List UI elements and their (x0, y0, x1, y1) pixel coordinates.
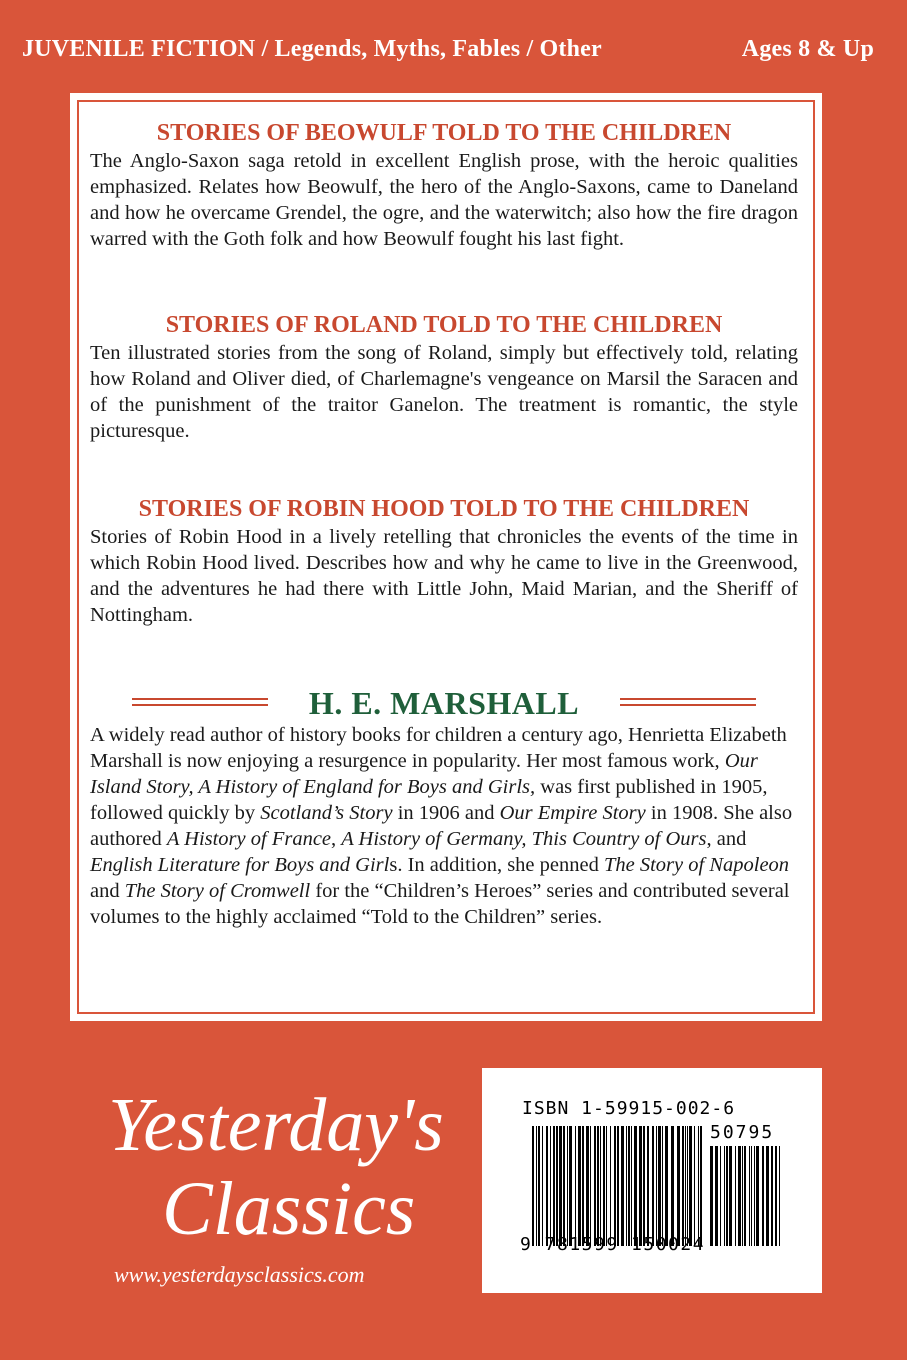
ean-bar (662, 1126, 663, 1246)
bio-text: and (90, 880, 125, 902)
category-label: JUVENILE FICTION / Legends, Myths, Fables / Other (22, 36, 602, 62)
ean-bar (687, 1126, 688, 1246)
ean-bar (656, 1126, 657, 1246)
book-title-italic: English Literature for Boys and Girl (90, 854, 390, 876)
book-description-beowulf: The Anglo-Saxon saga retold in excellent English prose, with the heroic qualities emphasized. Relates how Beowulf, the hero of the Anglo-Saxons, came to Daneland and how he overcame Grendel, the ogre, and the waterwitch; also how the fire dragon warred with the Goth folk and how Beowulf fought his last fight. (90, 150, 798, 250)
ean-bar (556, 1126, 558, 1246)
addon-bar (710, 1146, 713, 1246)
addon-barcode (710, 1146, 780, 1246)
book-title-roland: STORIES OF ROLAND TOLD TO THE CHILDREN (165, 312, 723, 338)
addon-bar (735, 1146, 736, 1246)
ean-bar (689, 1126, 692, 1246)
ean-bar (586, 1126, 589, 1246)
bio-text: A widely read author of history books for children a century ago, Henrietta Elizabeth Marshall is now enjoying a resurgence in popularity. Her most famous work, (90, 724, 787, 772)
age-label: Ages 8 & Up (741, 36, 874, 62)
ean-bar (700, 1126, 702, 1246)
ean-bar (563, 1126, 565, 1246)
ean-bar (600, 1126, 601, 1246)
ean-bar (628, 1126, 630, 1246)
ean-bar (614, 1126, 616, 1246)
ean-bar (694, 1126, 695, 1246)
ean-bar (610, 1126, 611, 1246)
addon-bar (724, 1146, 725, 1246)
ean-bar (639, 1126, 642, 1246)
ean-bar (665, 1126, 668, 1246)
book-title-beowulf: STORIES OF BEOWULF TOLD TO THE CHILDREN (156, 120, 732, 146)
ean-bar (575, 1126, 576, 1246)
description-panel (70, 93, 822, 1021)
ean-barcode (532, 1126, 702, 1246)
addon-bar (766, 1146, 769, 1246)
ean-bar (597, 1126, 599, 1246)
ean-bar (569, 1126, 572, 1246)
book-description-roland: Ten illustrated stories from the song of Roland, simply but effectively told, relating how Roland and Oliver died, of Charlemagne's vengeance on Marsil the Saracen and of the punishment of the traitor Ganelon. The treatment is romantic, the style picturesque. (90, 342, 798, 442)
ean-bar (698, 1126, 699, 1246)
addon-bar (720, 1146, 721, 1246)
bio-text: , and (706, 828, 747, 850)
addon-bar (742, 1146, 743, 1246)
ean-bar (682, 1126, 684, 1246)
addon-bar (779, 1146, 780, 1246)
ean-bar (542, 1126, 543, 1246)
addon-bar (762, 1146, 764, 1246)
addon-bar (738, 1146, 741, 1246)
addon-bar (771, 1146, 773, 1246)
logo-line-2: Classics (162, 1167, 416, 1251)
addon-bar (751, 1146, 752, 1246)
bio-text: s. In addition, she penned (389, 854, 604, 876)
ean-bar (567, 1126, 568, 1246)
ean-bar (532, 1126, 534, 1246)
book-title-italic: The Story of Cromwell (124, 880, 311, 902)
addon-bar (744, 1146, 746, 1246)
ean-bar (606, 1126, 607, 1246)
ean-bar (617, 1126, 619, 1246)
book-title-italic: The Story of Napoleon (603, 854, 790, 876)
addon-bar (729, 1146, 732, 1246)
isbn-text: ISBN 1-59915-002-6 (522, 1098, 736, 1119)
ean-bar (590, 1126, 591, 1246)
decorative-rule-left (132, 698, 268, 708)
ean-bar (671, 1126, 674, 1246)
book-title-italic: Scotland’s Story (260, 802, 393, 824)
addon-bar (726, 1146, 728, 1246)
ean-bar (652, 1126, 654, 1246)
ean-bar (594, 1126, 596, 1246)
bio-text: was first published in 1905, followed quickly by (90, 776, 768, 824)
ean-bar (578, 1126, 581, 1246)
header-bar (22, 36, 882, 70)
ean-bar (658, 1126, 661, 1246)
book-title-italic: Our Empire Story (499, 802, 646, 824)
ean-bar (559, 1126, 562, 1246)
decorative-rule-right (620, 698, 756, 708)
ean-bar (631, 1126, 632, 1246)
ean-bar (538, 1126, 540, 1246)
addon-bar (749, 1146, 750, 1246)
book-title-italic: A History of Germany, This Country of Ours (341, 828, 707, 850)
addon-bar (775, 1146, 777, 1246)
price-code: 50795 (710, 1122, 775, 1143)
ean-bar (643, 1126, 645, 1246)
ean-bar (582, 1126, 584, 1246)
bio-text: for the “Children’s Heroes” series and contributed several volumes to the highly acclaimed “Told to the Children” series. (90, 880, 790, 928)
publisher-website: www.yesterdaysclassics.com (114, 1262, 365, 1287)
addon-bar (756, 1146, 759, 1246)
addon-bar (715, 1146, 718, 1246)
ean-bar (603, 1126, 605, 1246)
ean-bar (626, 1126, 627, 1246)
author-name: H. E. MARSHALL (308, 685, 580, 721)
panel-content (90, 118, 798, 930)
ean-bar (634, 1126, 637, 1246)
book-title-robin-hood: STORIES OF ROBIN HOOD TOLD TO THE CHILDREN (138, 496, 750, 522)
bio-text: in 1906 and (392, 802, 500, 824)
ean-bar (546, 1126, 548, 1246)
book-title-italic: A History of France (166, 828, 332, 850)
ean-bar (677, 1126, 680, 1246)
addon-bar (754, 1146, 755, 1246)
author-heading (90, 684, 798, 722)
ean-bar (647, 1126, 649, 1246)
book-description-robin-hood: Stories of Robin Hood in a lively retelling that chronicles the events of the time in which Robin Hood lived. Describes how and why he came to live in the Greenwood, and the adventures he had there with Little John, Maid Marian, and the Sheriff of Nottingham. (90, 526, 798, 626)
bio-text: in 1908. She also authored (90, 802, 793, 850)
ean-bar (685, 1126, 686, 1246)
logo-line-1: Yesterday's (108, 1083, 444, 1167)
publisher-logo (108, 1085, 448, 1285)
ean-bar (536, 1126, 537, 1246)
ean-bar (550, 1126, 551, 1246)
author-bio (90, 722, 798, 930)
barcode-box (482, 1068, 822, 1293)
ean-digits: 9 781599 150024 (520, 1234, 706, 1255)
book-title-italic: Our Island Story, A History of England for Boys and Girls, (90, 750, 758, 798)
bio-text: , (331, 828, 342, 850)
ean-bar (621, 1126, 624, 1246)
ean-bar (553, 1126, 555, 1246)
